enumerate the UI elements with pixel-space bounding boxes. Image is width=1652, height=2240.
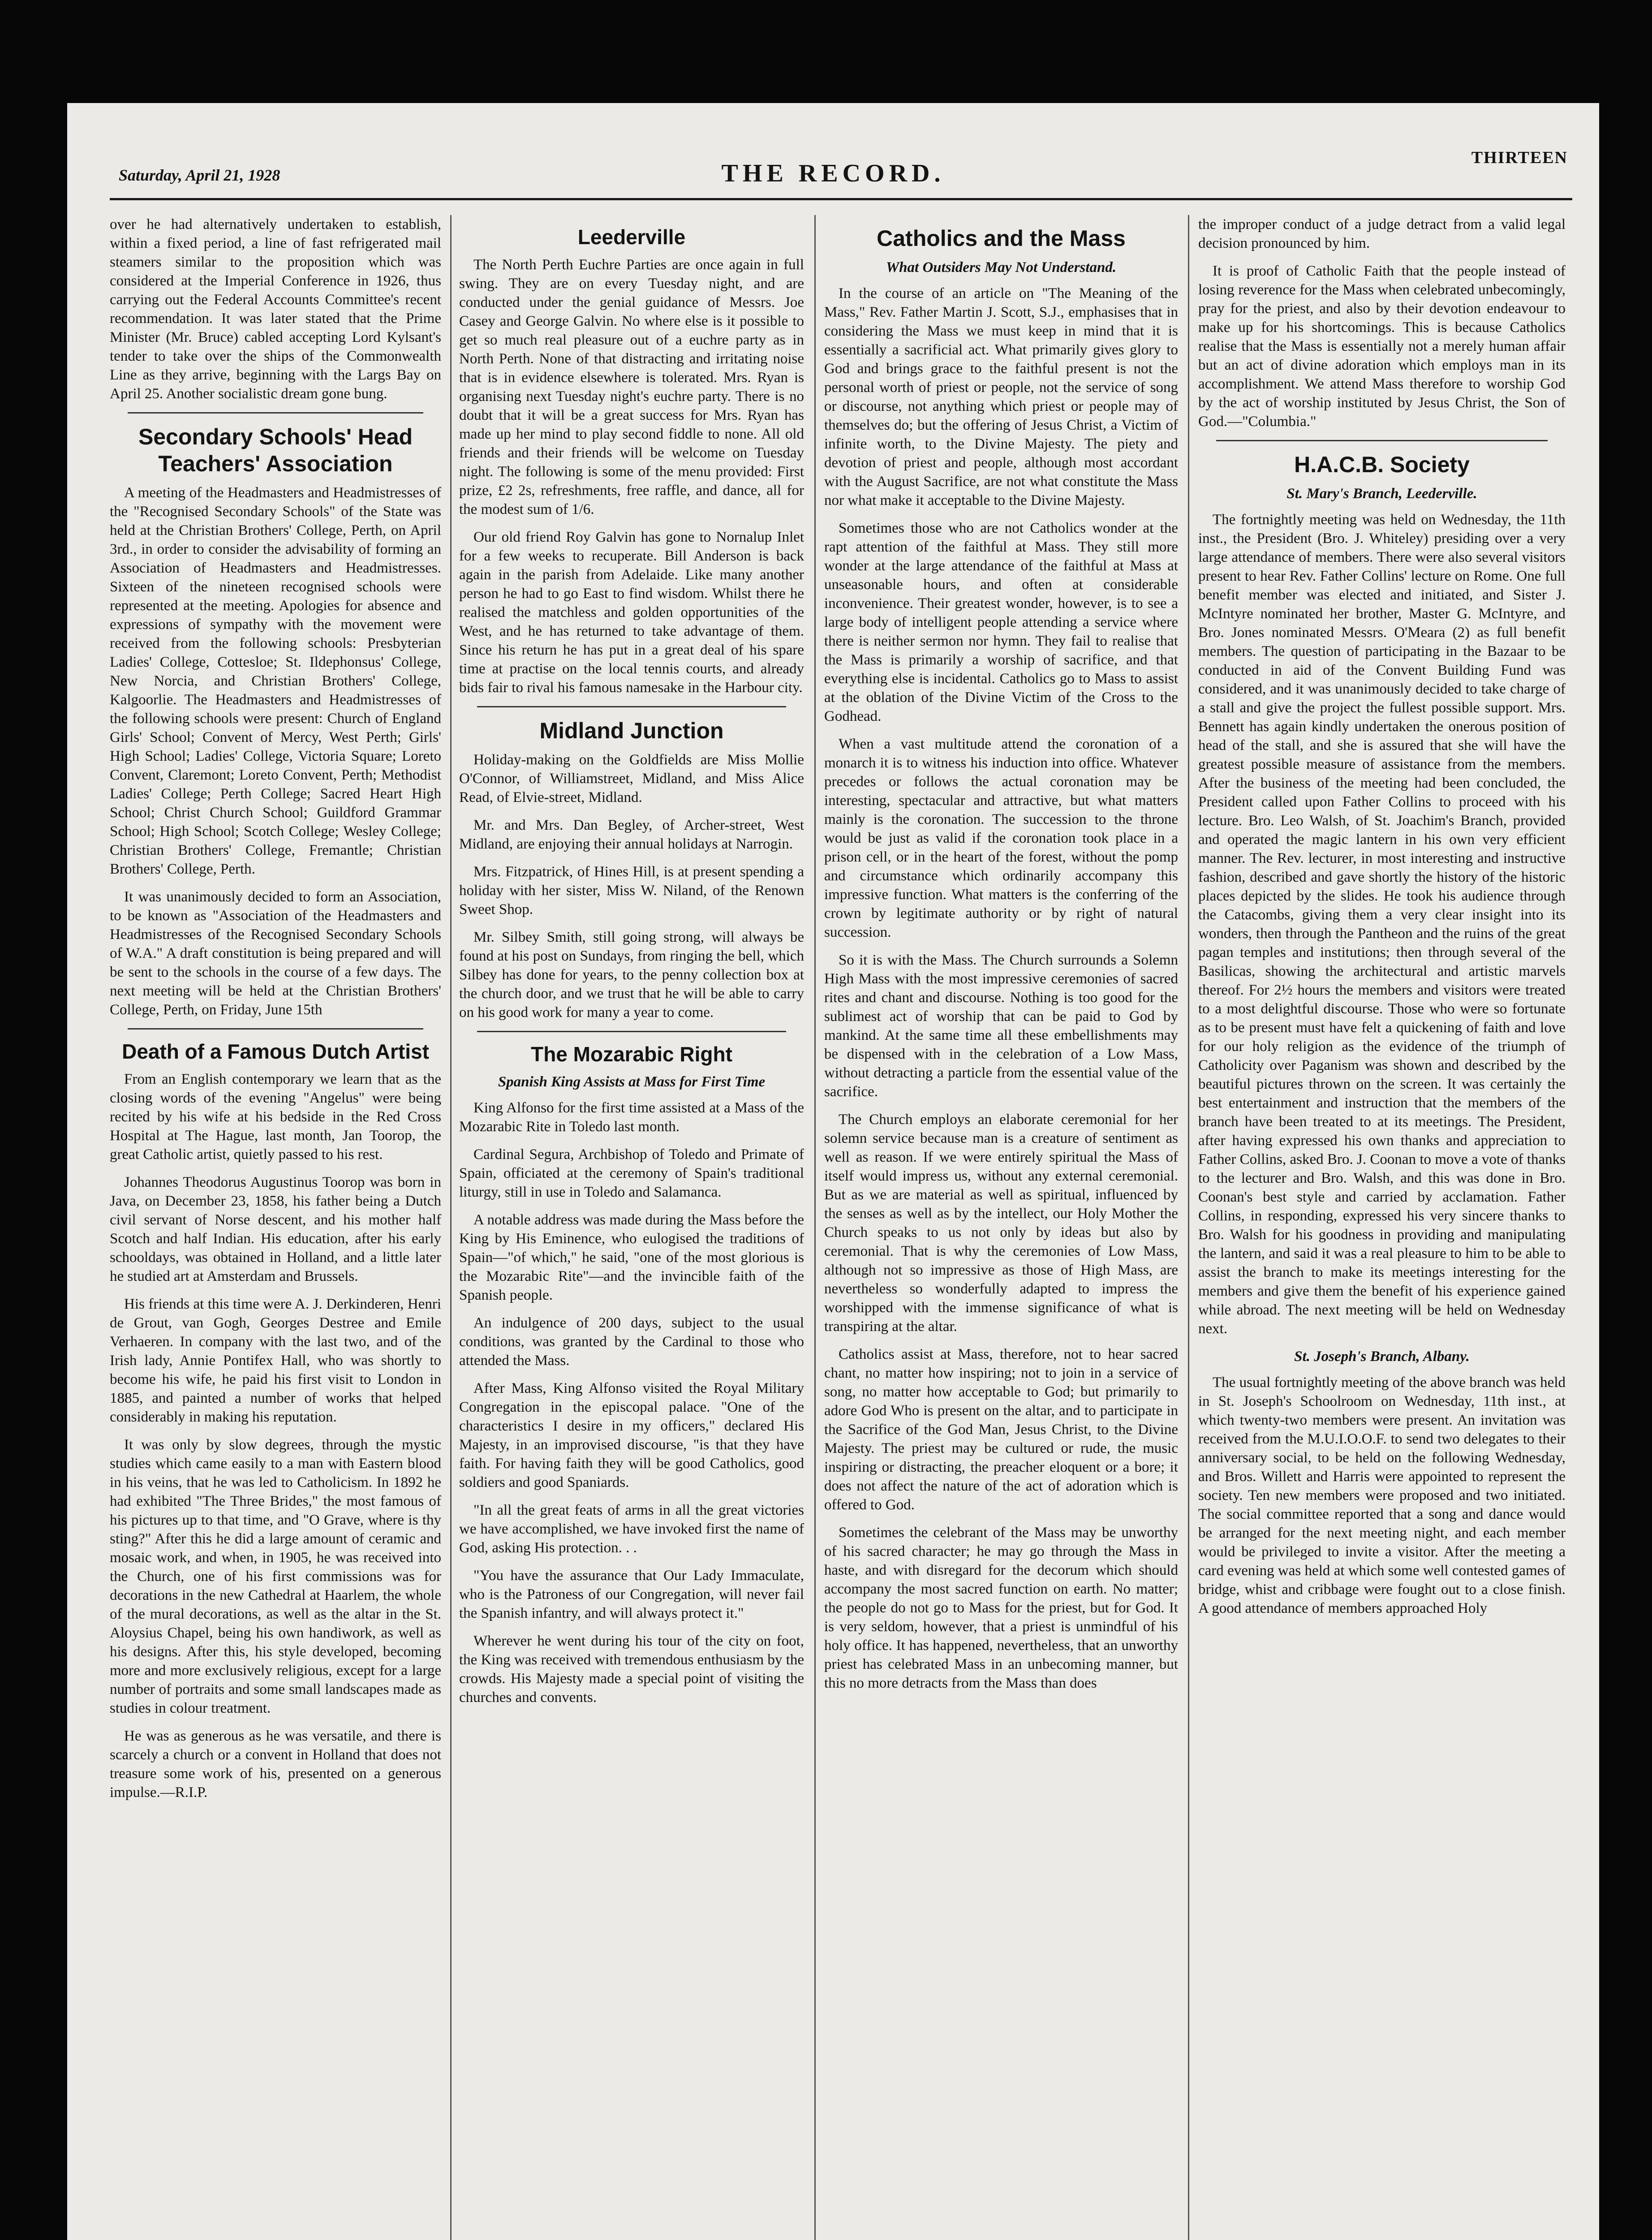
paragraph: An indulgence of 200 days, subject to the usual conditions, was granted by the Cardinal to those who attended the Mass. (459, 1315, 804, 1369)
paragraph: Mr. and Mrs. Dan Begley, of Archer-street, West Midland, are enjoying their annual holidays at Narrogin. (459, 817, 804, 852)
column-4 (1198, 215, 1566, 2240)
headline-midland-junction: Midland Junction (539, 718, 724, 743)
headline-leederville: Leederville (577, 225, 686, 249)
paragraph: After Mass, King Alfonso visited the Royal Military Congregation in the episcopal palace. "One of the characteristics I desire in my officers," declared His Majesty, in an improvised discourse, "is that they have faith. For having faith they will be good Catholics, good soldiers and good Spaniards. (459, 1380, 804, 1490)
headline-catholics-mass: Catholics and the Mass (877, 226, 1126, 251)
paragraph: His friends at this time were A. J. Derkinderen, Henri de Grout, van Gogh, Georges Destree and Emile Verhaeren. In company with the last two, and of the Irish lady, Annie Pontifex Hall, who was shortly to become his wife, he paid his first visit to London in 1885, and painted a number of works that helped considerably in making his reputation. (110, 1296, 441, 1425)
paragraph: He was as generous as he was versatile, and there is scarcely a church or a convent in Holland that does not treasure some work of his, presented on a generous impulse.—R.I.P. (110, 1728, 441, 1801)
headline-hacb-society: H.A.C.B. Society (1294, 452, 1470, 477)
headline-mozarabic-right: The Mozarabic Right (531, 1042, 732, 1066)
paragraph: Holiday-making on the Goldfields are Miss Mollie O'Connor, of Williamstreet, Midland, and Miss Alice Read, of Elvie-street, Midland. (459, 752, 804, 806)
newspaper-title: THE RECORD. (721, 159, 945, 187)
paragraph: Mrs. Fitzpatrick, of Hines Hill, is at present spending a holiday with her sister, Miss W. Niland, of the Renown Sweet Shop. (459, 864, 804, 918)
paragraph: A meeting of the Headmasters and Headmistresses of the "Recognised Secondary Schools" of the State was held at the Christian Brothers' College, Perth, on April 3rd., in order to consider the advisability of forming an Association of Headmasters and Headmistresses. Sixteen of the nineteen recognised schools were represented at the meeting. Apologies for absence and expressions of sympathy with the movement were received from the following schools: Presbyterian Ladies' College, Cottesloe; St. Ildephonsus' College, New Norcia, and Christian Brothers' College, Kalgoorlie. The Headmasters and Headmistresses of the following schools were present: Church of England Girls' School; Convent of Mercy, West Perth; Girls' High School; Ladies' College, Victoria Square; Loreto Convent, Claremont; Loreto Convent, Perth; Methodist Ladies' College; Perth College; Sacred Heart High School; Christ Church School; Guildford Grammar School; High School; Scotch College; Wesley College; Christian Brothers' College, Fremantle; Christian Brothers' College, Perth. (110, 485, 441, 877)
paragraph: So it is with the Mass. The Church surrounds a Solemn High Mass with the most impressive ceremonies of sacred rites and chant and discourse. Nothing is too good for the sublimest act of worship that can be paid to God by mankind. At the same time all these embellishments may be dispensed with in the celebration of a Low Mass, without detracting a particle from the essential value of the sacrifice. (824, 952, 1178, 1100)
paragraph: From an English contemporary we learn that as the closing words of the evening "Angelus" were being recited by his wife at his bedside in the Red Cross Hospital at The Hague, last month, Jan Toorop, the great Catholic artist, quietly passed to his rest. (110, 1071, 441, 1163)
paragraph: Wherever he went during his tour of the city on foot, the King was received with tremendous enthusiasm by the crowds. His Majesty made a special point of visiting the churches and convents. (459, 1633, 804, 1706)
column-divider (1188, 215, 1189, 2240)
article-divider (128, 412, 423, 414)
article-continuation: over he had alternatively undertaken to establish, within a fixed period, a line of fast refrigerated mail steamers similar to the proposition which was considered at the Imperial Conference in 1926, thus carrying out the Federal Accounts Committee's recent recommendation. It was later stated that the Prime Minister (Mr. Bruce) cabled accepting Lord Kylsant's tender to take over the ships of the Commonwealth Line as they arrive, beginning with the Largs Bay on April 25. Another socialistic dream gone bung. (110, 216, 441, 402)
subheadline-st-josephs-branch: St. Joseph's Branch, Albany. (1294, 1348, 1470, 1365)
paragraph: Johannes Theodorus Augustinus Toorop was born in Java, on December 23, 1858, his father being a Dutch civil servant of Norse descent, and his mother half Scotch and half Indian. His education, after his early schooldays, was obtained in Holland, and a little later he studied art at Amsterdam and Brussels. (110, 1174, 441, 1284)
paragraph: Sometimes those who are not Catholics wonder at the rapt attention of the faithful at Mass. They still more wonder at the large attendance of the faithful at Mass at unseasonable hours, and often at considerable inconvenience. Their greatest wonder, however, is to see a large body of intelligent people attending a service where there is neither sermon nor hymn. They fail to realise that the Mass is primarily a worship of sacrifice, and that everything else is incidental. Catholics go to Mass to assist at the oblation of the Divine Victim of the Cross to the Godhead. (824, 520, 1178, 724)
paragraph: It was unanimously decided to form an Association, to be known as "Association of the Headmasters and Headmistresses of the Recognised Secondary Schools of W.A." A draft constitution is being prepared and will be sent to the schools in the course of a few days. The next meeting will be held at the Christian Brothers' College, Perth, on Friday, June 15th (110, 889, 441, 1018)
column-divider (814, 215, 816, 2240)
article-divider (477, 706, 786, 707)
subheadline-st-marys-branch: St. Mary's Branch, Leederville. (1286, 486, 1477, 502)
article-divider (477, 1031, 786, 1032)
paragraph: Mr. Silbey Smith, still going strong, will always be found at his post on Sundays, from ringing the bell, which Silbey has done for years, to the penny collection box at the church door, and we trust that he will be able to carry on his good work for many a year to come. (459, 929, 804, 1021)
paragraph: Catholics assist at Mass, therefore, not to hear sacred chant, no matter how inspiring; not to join in a service of song, no matter how acceptable to God; but primarily to adore God Who is present on the altar, and to participate in the Sacrifice of the God Man, Jesus Christ, to the Divine Majesty. The priest may be cultured or rude, the music inspiring or distracting, the preacher eloquent or a bore; it does not affect the nature of the act of adoration which is offered to God. (824, 1346, 1178, 1513)
issue-date: Saturday, April 21, 1928 (119, 166, 280, 184)
article-divider (1216, 440, 1548, 441)
paragraph: King Alfonso for the first time assisted at a Mass of the Mozarabic Rite in Toledo last month. (459, 1100, 804, 1135)
paragraph: In the course of an article on "The Meaning of the Mass," Rev. Father Martin J. Scott, S.J., emphasises that in considering the Mass we must keep in mind that it is essentially a sacrificial act. What primarily gives glory to God and brings grace to the faithful present is not the personal worth of priest or people, not the service of song or discourse, not anything which priest or people may of themselves do; but the offering of Jesus Christ, a Victim of infinite worth, to the Divine Majesty. The piety and devotion of priest and people, although most accordant with the August Sacrifice, are not what constitute the Mass nor what make it acceptable to the Divine Majesty. (824, 285, 1178, 508)
subheadline-catholics-mass: What Outsiders May Not Understand. (886, 259, 1117, 276)
paragraph: "You have the assurance that Our Lady Immaculate, who is the Patroness of our Congregation, will never fail the Spanish infantry, and will always protect it." (459, 1568, 804, 1621)
column-3 (824, 215, 1178, 2240)
paragraph: It is proof of Catholic Faith that the people instead of losing reverence for the Mass when celebrated unbecomingly, pray for the priest, and also by their devotion endeavour to make up for his shortcomings. This is because Catholics realise that the Mass is essentially not a merely human affair but an act of divine adoration which employs man in its accomplishment. We attend Mass therefore to worship God by the act of worship instituted by Jesus Christ, the Son of God.—"Columbia." (1198, 263, 1566, 430)
page-number: THIRTEEN (1471, 148, 1568, 167)
paragraph: The usual fortnightly meeting of the above branch was held in St. Joseph's Schoolroom on Wednesday, 11th inst., at which twenty-two members were present. An invitation was received from the M.U.I.O.O.F. to send two delegates to their anniversary social, to be held on the following Wednesday, and Bros. Willett and Harris were appointed to represent the society. Ten new members were proposed and two initiated. The social committee reported that a song and dance would be arranged for the next meeting night, and each member would be privileged to invite a visitor. After the meeting a card evening was held at which some well contested games of bridge, whist and cribbage were fought out to a close finish. A good attendance of members approached Holy (1198, 1374, 1566, 1616)
subheadline-mozarabic: Spanish King Assists at Mass for First Time (498, 1074, 766, 1090)
paragraph: Cardinal Segura, Archbishop of Toledo and Primate of Spain, officiated at the ceremony of Spain's traditional liturgy, still in use in Toledo and Salamanca. (459, 1146, 804, 1200)
article-divider (128, 1028, 423, 1030)
paragraph: "In all the great feats of arms in all the great victories we have accomplished, we have invoked first the name of God, asking His protection. . . (459, 1502, 804, 1556)
headline-dutch-artist: Death of a Famous Dutch Artist (122, 1040, 429, 1063)
column-2 (459, 215, 804, 2240)
paragraph: Sometimes the celebrant of the Mass may be unworthy of his sacred character; he may go through the Mass in haste, and with disregard for the decorum which should accompany the most sacred function on earth. No matter; the people do not go to Mass for the priest, but for God. It is very seldom, however, that a priest is unmindful of his holy office. It has happened, nevertheless, that an unworthy priest has celebrated Mass in an unbecoming manner, but this no more detracts from the Mass than does (824, 1525, 1178, 1691)
paragraph: The fortnightly meeting was held on Wednesday, the 11th inst., the President (Bro. J. Whiteley) presiding over a very large attendance of members. There were also several visitors present to hear Rev. Father Collins' lecture on Rome. One full benefit member was elected and initiated, and Sister J. McIntyre nominated her brother, Master G. McIntyre, and Bro. Jones nominated Messrs. O'Meara (2) as full benefit members. The question of participating in the Bazaar to be conducted in aid of the Convent Building Fund was considered, and it was unanimously decided to take charge of a stall and give the project the fullest possible support. Mrs. Bennett has again kindly undertaken the onerous position of head of the stall, and she is assured that she will have the greatest possible measure of assistance from the members. After the business of the meeting had been concluded, the President called upon Father Collins to proceed with his lecture. Bro. Leo Walsh, of St. Joachim's Branch, provided and operated the magic lantern in his own very efficient manner. The Rev. lecturer, in most interesting and instructive fashion, described and gave shortly the history of the historic places depicted by the slides. He took his audience through the Catacombs, giving them a very clear insight into its wonders, then through the Pantheon and the ruins of the great pagan temples and institutions; then through several of the Basilicas, showing the architectural and artistic marvels thereof. For 2½ hours the members and visitors were treated to a most delightful discourse. Those who were so fortunate as to be present must have felt a quickening of faith and love for our holy religion as the evidence of the triumph of Catholicity over Paganism was shown and described by the beautiful pictures thrown on the screen. It was certainly the best entertainment and instruction that the members of the branch have been treated to at its meetings. The President, after having expressed his own thanks and appreciation to Father Collins, asked Bro. J. Coonan to move a vote of thanks to the lecturer and Bro. Walsh, and this was done in Bro. Coonan's best style and carried by acclamation. Father Collins, in responding, expressed his very sincere thanks to Bro. Walsh for his goodness in providing and manipulating the lantern, and said it was a real pleasure to him to be able to assist the branch to make its meetings interesting for the members and give them the benefit of his experience gained while abroad. The next meeting will be held on Wednesday next. (1198, 512, 1566, 1337)
newspaper-page (67, 103, 1599, 2240)
masthead (67, 103, 1599, 206)
column-1 (110, 215, 441, 2240)
paragraph: A notable address was made during the Mass before the King by His Eminence, who eulogised the traditions of Spain—"of which," he said, "one of the most glorious is the Mozarabic Rite"—and the invincible faith of the Spanish people. (459, 1212, 804, 1303)
paragraph: It was only by slow degrees, through the mystic studies which came easily to a man with Eastern blood in his veins, that he was led to Catholicism. In 1892 he had exhibited "The Three Brides," the most famous of his pictures up to that time, and "O Grave, where is thy sting?" After this he did a large amount of ceramic and mosaic work, and when, in 1905, he was received into the Church, one of his first commissions was for decorations in the new Cathedral at Haarlem, the whole of the mural decorations, as well as the altar in the St. Aloysius Chapel, being his own handiwork, as well as his designs. After this, his style developed, becoming more and more exclusively religious, except for a large number of portraits and some small landscapes made as studies in colour treatment. (110, 1437, 441, 1716)
paragraph: Our old friend Roy Galvin has gone to Nornalup Inlet for a few weeks to recuperate. Bill Anderson is back again in the parish from Adelaide. Like many another person he had to go East to find wisdom. Whilst there he realised the matchless and golden opportunities of the West, and he has returned to take advantage of them. Since his return he has put in a great deal of his spare time at practise on the local tennis courts, and already bids fair to rival his famous namesake in the Harbour city. (459, 529, 804, 696)
column-divider (450, 215, 452, 2240)
article-continuation: the improper conduct of a judge detract from a valid legal decision pronounced by him. (1198, 216, 1566, 251)
paragraph: When a vast multitude attend the coronation of a monarch it is to witness his induction into office. Whatever precedes or follows the actual coronation may be interesting, spectacular and attractive, but what matters mainly is the coronation. The succession to the throne would be just as valid if the coronation took place in a prison cell, or in the heart of the forest, without the pomp and circumstance which ordinarily accompany this impressive function. What matters is the conferring of the crown by legitimate authority or by right of natural succession. (824, 736, 1178, 940)
paragraph: The Church employs an elaborate ceremonial for her solemn service because man is a creature of sentiment as well as reason. If we were entirely spiritual the Mass of itself would impress us, without any external ceremonial. But as we are material as well as spiritual, influenced by the senses as well as by the intellect, our Holy Mother the Church speaks to us not only by ideas but also by ceremonial. That is why the ceremonies of Low Mass, although not so impressive as those of High Mass, are nevertheless so wonderfully adapted to impress the worshipped with the immense significance of what is transpiring at the altar. (824, 1111, 1178, 1335)
masthead-rule (110, 198, 1572, 200)
headline-secondary-schools: Secondary Schools' Head Teachers' Association (138, 424, 413, 476)
paragraph: The North Perth Euchre Parties are once again in full swing. They are on every Tuesday night, and are conducted under the genial guidance of Messrs. Joe Casey and George Galvin. No where else is it possible to get so much real pleasure out of a euchre party as in North Perth. None of that distracting and irritating noise that is in evidence elsewhere is tolerated. Mrs. Ryan is organising next Tuesday night's euchre party. There is no doubt that it will be a great success for Mrs. Ryan has made up her mind to play second fiddle to none. All old friends and their friends will be welcome on Tuesday night. The following is some of the menu provided: First prize, £2 2s, refreshments, free raffle, and dance, all for the modest sum of 1/6. (459, 257, 804, 517)
